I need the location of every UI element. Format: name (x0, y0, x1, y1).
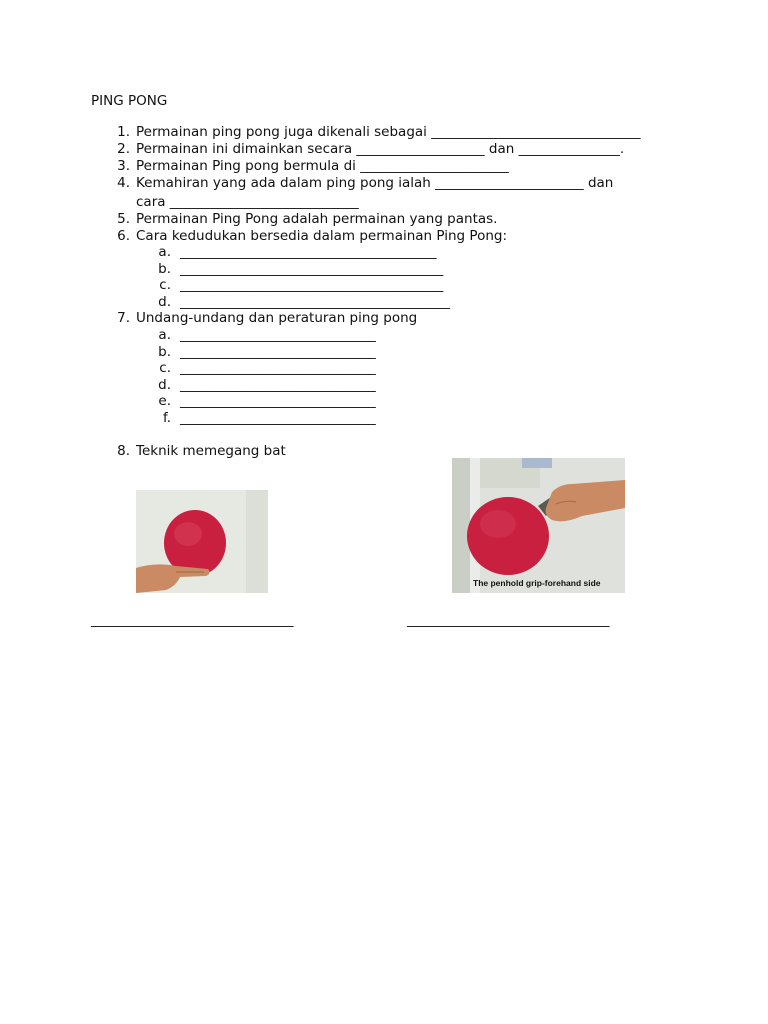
q1-text: Permainan ping pong juga dikenali sebagai _______________________________ (136, 124, 641, 140)
q8-number: 8. (117, 443, 130, 459)
q6-item-letter: c. (159, 277, 171, 293)
grip-photo-penhold (452, 458, 625, 593)
q7-item-blank: _____________________________ (180, 393, 376, 409)
q6-item-blank: ________________________________________ (180, 294, 450, 310)
q6-item-blank: ______________________________________ (180, 244, 437, 260)
q6-item-letter: a. (158, 244, 171, 260)
q7-number: 7. (117, 310, 130, 326)
q1-number: 1. (117, 124, 130, 140)
q7-item-letter: d. (158, 377, 171, 393)
q7-item-letter: c. (159, 360, 171, 376)
q3-text: Permainan Ping pong bermula di ______________________ (136, 158, 509, 174)
q6-number: 6. (117, 228, 130, 244)
q7-item-blank: _____________________________ (180, 360, 376, 376)
q8-text: Teknik memegang bat (136, 443, 286, 459)
q7-item-letter: e. (158, 393, 171, 409)
page-title: PING PONG (91, 93, 168, 109)
penhold-illustration (452, 458, 625, 593)
q6-item-blank: _______________________________________ (180, 277, 444, 293)
q6-text: Cara kedudukan bersedia dalam permainan Ping Pong: (136, 228, 508, 244)
q6-item-blank: _______________________________________ (180, 261, 444, 277)
q4-number: 4. (117, 175, 130, 191)
q7-item-letter: b. (158, 344, 171, 360)
grip-photo-shakehand (136, 490, 268, 593)
q6-item-letter: d. (158, 294, 171, 310)
paddle-hand-illustration (136, 490, 268, 593)
q7-text: Undang-undang dan peraturan ping pong (136, 310, 418, 326)
answer-line-left[interactable]: ______________________________ (91, 612, 294, 628)
q7-item-letter: f. (162, 410, 171, 426)
q4-continuation: cara ____________________________ (136, 194, 359, 210)
q7-item-blank: _____________________________ (180, 377, 376, 393)
q5-number: 5. (117, 211, 130, 227)
q7-item-letter: a. (158, 327, 171, 343)
q4-text: Kemahiran yang ada dalam ping pong ialah ______________________ dan (136, 175, 614, 191)
q5-text: Permainan Ping Pong adalah permainan yang pantas. (136, 211, 498, 227)
photo-caption: The penhold grip-forehand side (473, 578, 601, 588)
q7-item-blank: _____________________________ (180, 344, 376, 360)
q3-number: 3. (117, 158, 130, 174)
answer-line-right[interactable]: ______________________________ (407, 612, 610, 628)
q2-number: 2. (117, 141, 130, 157)
q6-item-letter: b. (158, 261, 171, 277)
q7-item-blank: _____________________________ (180, 327, 376, 343)
paddle-blade (467, 497, 549, 575)
q7-item-blank: _____________________________ (180, 410, 376, 426)
q2-text: Permainan ini dimainkan secara ___________________ dan _______________. (136, 141, 625, 157)
